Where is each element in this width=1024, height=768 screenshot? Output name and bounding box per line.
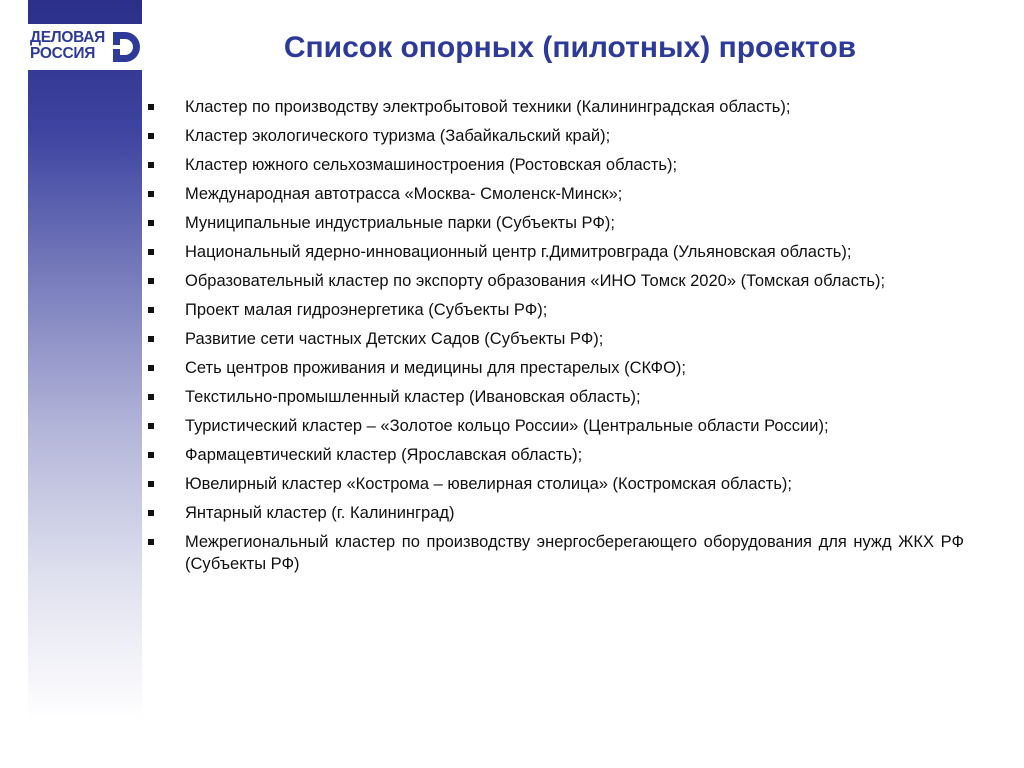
square-bullet-icon (148, 191, 154, 197)
logo-line-1: ДЕЛОВАЯ (30, 29, 105, 46)
list-item (148, 502, 964, 524)
list-item (148, 270, 964, 292)
list-item-text: Ювелирный кластер «Кострома – ювелирная столица» (Костромская область); (185, 475, 792, 493)
list-item-text: Кластер южного сельхозмашиностроения (Ростовская область); (185, 156, 678, 174)
square-bullet-icon (148, 220, 154, 226)
list-item (148, 212, 964, 234)
list-item (148, 299, 964, 321)
list-item (148, 531, 964, 575)
square-bullet-icon (148, 423, 154, 429)
d-logo-icon (110, 29, 142, 65)
list-item (148, 96, 964, 118)
list-item-text: Янтарный кластер (г. Калининград) (185, 504, 455, 522)
list-item (148, 415, 964, 437)
list-item-text: Международная автотрасса «Москва- Смоленск-Минск»; (185, 185, 623, 203)
square-bullet-icon (148, 539, 154, 545)
square-bullet-icon (148, 510, 154, 516)
square-bullet-icon (148, 307, 154, 313)
project-list (148, 96, 964, 582)
list-item-text: Развитие сети частных Детских Садов (Субъекты РФ); (185, 330, 604, 348)
square-bullet-icon (148, 133, 154, 139)
square-bullet-icon (148, 249, 154, 255)
square-bullet-icon (148, 336, 154, 342)
list-item (148, 241, 964, 263)
square-bullet-icon (148, 162, 154, 168)
list-item-text: Национальный ядерно-инновационный центр г.Димитровграда (Ульяновская область); (185, 243, 852, 261)
list-item-text: Сеть центров проживания и медицины для престарелых (СКФО); (185, 359, 686, 377)
list-item-text: Межрегиональный кластер по производству энергосберегающего оборудования для нужд ЖКХ РФ (Субъекты РФ) (185, 533, 964, 573)
list-item-text: Текстильно-промышленный кластер (Ивановская область); (185, 388, 641, 406)
list-item (148, 444, 964, 466)
square-bullet-icon (148, 452, 154, 458)
side-gradient-band (28, 0, 142, 720)
list-item-text: Кластер по производству электробытовой техники (Калининградская область); (185, 98, 791, 116)
page-title: Список опорных (пилотных) проектов (283, 31, 857, 64)
square-bullet-icon (148, 394, 154, 400)
list-item-text: Муниципальные индустриальные парки (Субъекты РФ); (185, 214, 615, 232)
list-item (148, 386, 964, 408)
list-item (148, 473, 964, 495)
square-bullet-icon (148, 365, 154, 371)
list-item-text: Туристический кластер – «Золотое кольцо России» (Центральные области России); (185, 417, 829, 435)
list-item-text: Фармацевтический кластер (Ярославская область); (185, 446, 583, 464)
list-item (148, 328, 964, 350)
list-item (148, 154, 964, 176)
logo-text (30, 30, 105, 62)
list-item (148, 183, 964, 205)
list-item (148, 357, 964, 379)
list-item-text: Образовательный кластер по экспорту образования «ИНО Томск 2020» (Томская область); (185, 272, 886, 290)
square-bullet-icon (148, 104, 154, 110)
logo-line-2: РОССИЯ (30, 45, 96, 62)
delovaya-rossiya-logo (28, 24, 142, 70)
square-bullet-icon (148, 481, 154, 487)
list-item-text: Проект малая гидроэнергетика (Субъекты РФ); (185, 301, 548, 319)
list-item-text: Кластер экологического туризма (Забайкальский край); (185, 127, 611, 145)
list-item (148, 125, 964, 147)
square-bullet-icon (148, 278, 154, 284)
